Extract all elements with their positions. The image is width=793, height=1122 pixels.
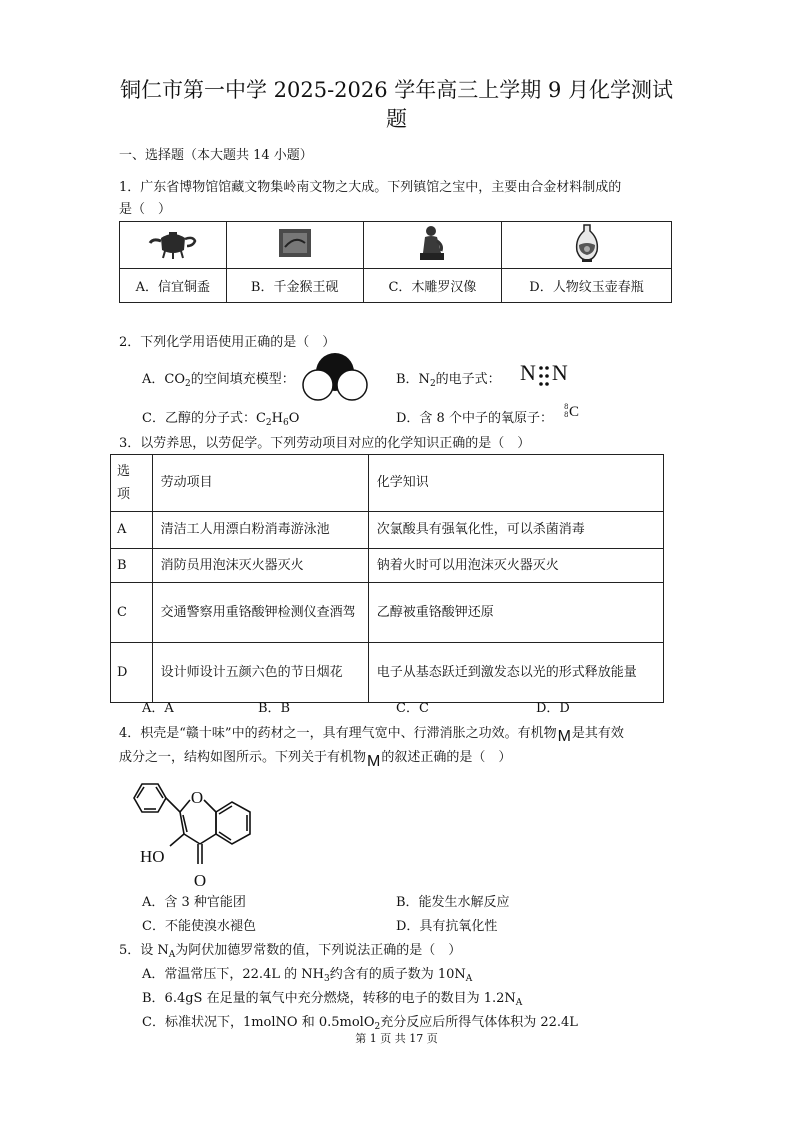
q3-stem: 3．以劳养思，以劳促学。下列劳动项目对应的化学知识正确的是（ ） — [119, 436, 531, 451]
q4-stem-line1: 4．枳壳是“赣十味”中的药材之一，具有理气宽中、行滞消胀之功效。有机物M是其有效 — [119, 726, 624, 745]
table-header-row — [111, 455, 664, 512]
q5-option-b[interactable]: B．6.4gS 在足量的氧气中充分燃烧，转移的电子的数目为 $1.2N_A$ — [142, 991, 523, 1008]
page-title-continued: 题 — [386, 107, 407, 131]
carbonyl-oxygen-label: O — [193, 871, 207, 890]
q1-options-table — [119, 221, 672, 303]
q4-option-b[interactable]: B．能发生水解反应 — [396, 895, 510, 910]
page-footer: 第 1 页 共 17 页 — [355, 1032, 438, 1045]
q1-stem-line1: 1．广东省博物馆馆藏文物集岭南文物之大成。下列镇馆之宝中，主要由合金材料制成的 — [119, 180, 622, 195]
header-labor: 劳动项目 — [152, 455, 368, 512]
q3-table — [110, 454, 664, 703]
q4-option-c[interactable]: C．不能使溴水褪色 — [142, 919, 256, 934]
table-row: B 消防员用泡沫灭火器灭火 钠着火时可以用泡沫灭火器灭火 — [111, 549, 664, 583]
q2-option-c[interactable]: C．乙醇的分子式：$C_2H_6O$ — [142, 411, 300, 428]
q2-option-a[interactable]: A．$CO_2$的空间填充模型： — [142, 372, 295, 389]
table-row: D 设计师设计五颜六色的节日烟花 电子从基态跃迁到激发态以光的形式释放能量 — [111, 643, 664, 703]
q3-answer-a[interactable]: A．A — [142, 701, 174, 716]
q2-option-b[interactable]: B．$N_2$的电子式： — [396, 372, 501, 389]
q2-option-d[interactable]: D．含 8 个中子的氧原子： — [396, 411, 553, 426]
q1-option-d[interactable]: D．人物纹玉壶春瓶 — [502, 269, 672, 303]
q5-option-c[interactable]: C．标准状况下，1molNO 和 0.5molO$_2$充分反应后所得气体体积为 22.4L — [142, 1015, 578, 1032]
q3-answer-d[interactable]: D．D — [536, 701, 570, 716]
q1-stem-line2: 是（ ） — [119, 202, 172, 217]
ring-oxygen-label: O — [190, 788, 204, 807]
q1-option-b[interactable]: B．千金猴王砚 — [226, 269, 363, 303]
page-title: 铜仁市第一中学 2025-2026 学年高三上学期 9 月化学测试 — [119, 78, 674, 102]
section-heading: 一、选择题（本大题共 14 小题） — [119, 148, 313, 163]
co2-space-filling-model — [302, 352, 368, 402]
q4-stem-line2: 成分之一，结构如图所示。下列关于有机物M的叙述正确的是（ ） — [119, 750, 512, 770]
header-option: 选项 — [111, 455, 153, 512]
oxygen-isotope-symbol: 8 8 C — [564, 403, 580, 420]
n2-electron-formula: N N — [520, 360, 568, 385]
flavonol-structure-diagram — [118, 774, 268, 890]
q5-option-a[interactable]: A．常温常压下，22.4L 的 $NH_3$约含有的质子数为 $10N_A$ — [142, 967, 473, 984]
inkstone-image — [226, 222, 363, 269]
hydroxyl-label: HO — [140, 847, 165, 866]
q1-option-c[interactable]: C．木雕罗汉像 — [363, 269, 501, 303]
wooden-arhat-image — [363, 222, 501, 269]
header-knowledge: 化学知识 — [368, 455, 663, 512]
q4-option-d[interactable]: D．具有抗氧化性 — [396, 919, 498, 934]
jade-vase-image — [502, 222, 672, 269]
q1-option-a[interactable]: A．信宜铜盉 — [120, 269, 227, 303]
q4-option-a[interactable]: A．含 3 种官能团 — [142, 895, 246, 910]
q2-stem: 2．下列化学用语使用正确的是（ ） — [119, 335, 336, 350]
electron-dots-icon — [536, 365, 552, 387]
q3-answer-b[interactable]: B．B — [258, 701, 291, 716]
q5-stem: 5．设 $N_A$为阿伏加德罗常数的值，下列说法正确的是（ ） — [119, 943, 462, 960]
q3-answer-c[interactable]: C．C — [396, 701, 429, 716]
table-row: C 交通警察用重铬酸钾检测仪查酒驾 乙醇被重铬酸钾还原 — [111, 583, 664, 643]
bronze-he-image — [120, 222, 227, 269]
table-row: A 清洁工人用漂白粉消毒游泳池 次氯酸具有强氧化性，可以杀菌消毒 — [111, 512, 664, 549]
